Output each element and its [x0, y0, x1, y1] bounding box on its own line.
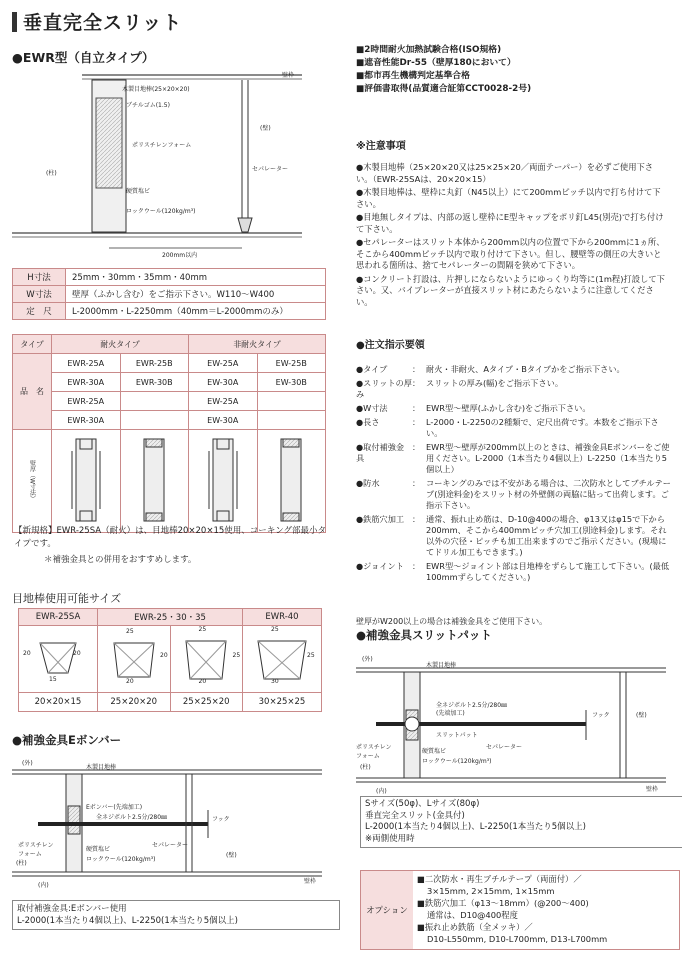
pad-out-label: (外)	[362, 656, 373, 663]
cert-item: ■遮音性能Dr-55（壁厚180において）	[356, 58, 516, 68]
spec-key: H寸法	[13, 269, 66, 286]
size-caption: 30×25×25	[243, 693, 322, 712]
pad-hard-label: 硬質塩ビ	[422, 748, 447, 755]
option-line: 3×15mm, 2×15mm, 1×15mm	[427, 886, 555, 896]
spec-value: 25mm・30mm・35mm・40mm	[66, 269, 326, 286]
size-header: EWR-25SA	[19, 609, 98, 626]
section-cell	[189, 430, 258, 533]
order-item: ●タイプ ： 耐火・非耐火、Aタイプ・Bタイプかをご指示下さい。	[356, 364, 672, 375]
bomber-pillar-label: (柱)	[16, 860, 27, 867]
new-model-note: 【新規格】EWR-25SA（耐火）は、目地棒20×20×15使用、コーキング部最小タイプです。	[14, 526, 327, 549]
ewr-diagram	[12, 68, 312, 268]
sizes-heading: 目地棒使用可能サイズ	[12, 592, 122, 605]
sizes-table	[18, 608, 322, 712]
type-cell: EW-25B	[257, 354, 326, 373]
order-value: スリットの厚み(幅)をご指示下さい。	[426, 378, 564, 388]
pad-hook-label: フック	[592, 712, 610, 719]
spec-value: 壁厚（ふかし含む）をご指示下さい。W110～W400	[66, 286, 326, 303]
order-value: EWR型～壁厚が200mm以上のときは、補強金具Eボンバーをご使用ください。L-2000（1本当たり4個以上）L-2250（1本当たり5個以上）	[426, 442, 670, 474]
table-row	[13, 392, 326, 411]
size-label: 30	[271, 678, 279, 685]
size-label: 25	[126, 628, 134, 635]
pad-info-line: 垂直完全スリット(金具付)	[365, 810, 465, 821]
table-row	[13, 269, 326, 286]
size-label: 15	[49, 676, 57, 683]
cert-item: ■評価書取得(品質適合証第CCT0028-2号)	[356, 84, 532, 94]
option-line: ■鉄筋穴加工（φ13～18mm）(@200～400)	[417, 898, 589, 908]
type-cell: EWR-30A	[52, 411, 121, 430]
cert-item: ■2時間耐火加熱試験合格(ISO規格)	[356, 45, 502, 55]
option-line: ■振れ止め鉄筋（全メッキ）／	[417, 922, 533, 932]
option-line: D10-L550mm, D10-L700mm, D13-L700mm	[427, 934, 608, 944]
bomber-info-line: L-2000(1本当たり4個以上)、L-2250(1本当たり5個以上)	[17, 916, 238, 926]
foam-label: ポリスチレンフォーム	[132, 142, 192, 149]
page-title: 垂直完全スリット	[12, 8, 182, 35]
pad-slit-label: スリットパット	[436, 732, 478, 739]
option-line: 通常は、D10@400程度	[427, 910, 518, 920]
cert-item: ■都市再生機構判定基準合格	[356, 71, 470, 81]
caution-list	[356, 162, 668, 310]
pad-heading: ●補強金具スリットパット	[356, 628, 492, 642]
section-a-svg	[66, 435, 106, 525]
bomber-bolt-label: 全ネジボルト2.5分/280㎜	[96, 814, 168, 821]
spec-table	[12, 268, 326, 320]
type-cell	[120, 392, 189, 411]
bomber-joint-label: 木製目地棒	[86, 764, 117, 771]
bomber-wool-label: ロックウール(120kg/m³)	[86, 856, 156, 863]
pad-info-box	[360, 796, 682, 848]
pad-bolt-label: 全ネジボルト2.5分/280㎜	[436, 702, 508, 709]
new-model-sub: ＊補強金具との併用をおすすめします。	[44, 555, 197, 565]
fire-header: 耐火タイプ	[52, 335, 189, 354]
bomber-diagram	[12, 754, 330, 899]
type-cell: EW-25A	[189, 354, 258, 373]
pad-in-label: (内)	[376, 788, 387, 795]
order-key: ●鉄筋穴加工	[356, 514, 405, 524]
size-shape-svg	[250, 633, 314, 683]
size-caption: 25×25×20	[170, 693, 243, 712]
wall-label: (壁)	[260, 125, 271, 132]
type-cell	[257, 392, 326, 411]
pad-frame-label: 壁枠	[646, 786, 659, 793]
order-value: EWR型～ジョイント部は目地棒をずらして施工して下さい。(最低100mmずらしてください。)	[426, 561, 670, 582]
bomber-hard-label: 硬質塩ビ	[86, 846, 111, 853]
bomber-foam-label: ポリスチレンフォーム	[18, 842, 54, 858]
table-row	[13, 430, 326, 533]
pad-wool-label: ロックウール(120kg/m³)	[422, 758, 492, 765]
bomber-e-label: Eボンバー(先端加工)	[86, 804, 143, 811]
type-cell: EWR-30B	[120, 373, 189, 392]
option-line: ■二次防水・再生ブチルテープ（両面付）／	[417, 874, 582, 884]
ewr-heading: ●EWR型（自立タイプ）	[12, 50, 155, 65]
table-row	[13, 354, 326, 373]
beam-label: 壁枠	[282, 72, 295, 79]
size-cell	[170, 626, 243, 693]
pad-note: 壁厚がW200以上の場合は補強金具をご使用下さい。	[356, 617, 548, 626]
size-label: 20	[73, 650, 81, 657]
dim-label: 壁厚（W寸法）	[28, 460, 36, 502]
order-key: ●ジョイント	[356, 561, 404, 571]
order-key: ●防水	[356, 478, 380, 488]
type-cell	[257, 411, 326, 430]
type-cell: EW-30A	[189, 373, 258, 392]
table-row	[13, 286, 326, 303]
table-row	[19, 609, 322, 626]
size-label: 20	[198, 678, 207, 685]
order-item: ●W寸法 ： EWR型～壁厚(ふかし含む)をご指示下さい。	[356, 403, 672, 414]
separator-label: セパレーター	[252, 166, 289, 173]
cert-list	[356, 44, 676, 96]
type-cell: EWR-30A	[52, 373, 121, 392]
type-cell: EWR-25B	[120, 354, 189, 373]
order-key: ●スリットの厚み	[356, 378, 412, 399]
joint-label: 木製目地棒(25×20×20)	[122, 86, 190, 93]
title-bar	[12, 12, 17, 32]
order-item: ●鉄筋穴加工 ： 通常、振れ止め筋は、D-10@400の場合、φ13又はφ15で下から200mm、そこから400mmピッチ穴加工(別途料金)します。それ以外の穴径・ピッチも加工出来ますのでご指示ください。(現場にてドリル加工もできます。)	[356, 514, 672, 558]
table-row	[13, 335, 326, 354]
bomber-wall-label: (壁)	[226, 852, 237, 859]
pad-info-line: Sサイズ(50φ)、Lサイズ(80φ)	[365, 799, 480, 809]
pad-info-line: L-2000(1本当たり4個以上)、L-2250(1本当たり5個以上)	[365, 822, 586, 832]
caution-item: ●目地無しタイプは、内部の返し壁枠にE型キャップをポリ釘L45(別売)で打ち付けて下さい。	[356, 212, 664, 234]
pad-sep-label: セパレーター	[486, 744, 523, 751]
size-label: 20	[160, 652, 168, 659]
table-row	[13, 303, 326, 320]
order-list	[356, 364, 672, 586]
pad-info-line: ※両側使用時	[365, 833, 415, 844]
bomber-info-box	[12, 900, 340, 930]
type-cell: EW-25A	[189, 392, 258, 411]
section-c-svg	[203, 435, 243, 525]
size-label: 20	[23, 650, 31, 657]
option-box	[360, 870, 680, 950]
caution-item: ●コンクリート打設は、片押しにならないようにゆっくり均等に(1m程)打設して下さい。又、バイブレーターが直接スリット材にあたらないように注意してください。	[356, 273, 665, 307]
bomber-heading: ●補強金具Eボンバー	[12, 733, 122, 747]
caution-item: ●木製目地棒（25×20×20又は25×25×20／両面テーパー）を必ずご使用下さい。（EWR-25SAは、20×20×15）	[356, 162, 654, 184]
type-cell: EW-30A	[189, 411, 258, 430]
butyl-label: ブチルゴム(1.5)	[126, 102, 170, 109]
pad-bolt2-label: (先端加工)	[436, 710, 465, 717]
type-cell: EWR-25A	[52, 392, 121, 411]
table-row	[19, 626, 322, 693]
size-caption: 20×20×15	[19, 693, 98, 712]
bomber-frame-label: 壁枠	[304, 878, 317, 885]
table-row	[13, 373, 326, 392]
section-b-svg	[134, 435, 174, 525]
nonfire-header: 非耐火タイプ	[189, 335, 326, 354]
pad-joint-label: 木製目地棒	[426, 662, 457, 669]
name-header: 品 名	[13, 354, 52, 430]
bomber-sep-label: セパレーター	[152, 842, 189, 849]
spec-key: 定 尺	[13, 303, 66, 320]
bomber-diagram-svg	[12, 754, 330, 899]
size-label: 25	[232, 652, 241, 659]
bomber-hook-label: フック	[212, 816, 230, 823]
size-shape-svg	[28, 633, 88, 683]
section-cell	[257, 430, 326, 533]
order-item: ●ジョイント ： EWR型～ジョイント部は目地棒をずらして施工して下さい。(最低100mmずらしてください。)	[356, 561, 672, 583]
bomber-info-line: 取付補強金具:Eボンバー使用	[17, 904, 127, 914]
order-item: ●スリットの厚み ： スリットの厚み(幅)をご指示下さい。	[356, 378, 672, 400]
pad-diagram-svg	[356, 650, 672, 800]
order-value: 耐火・非耐火、Aタイプ・Bタイプかをご指示下さい。	[426, 364, 625, 374]
size-cell	[243, 626, 322, 693]
bomber-out-label: (外)	[22, 760, 33, 767]
type-table	[12, 334, 326, 533]
order-value: 通常、振れ止め筋は、D-10@400の場合、φ13又はφ15で下から200mm、そこから400mmピッチ穴加工(別途料金)します。それ以外の穴径・ピッチも加工出来ますのでご指示ください。(現場にてドリル加工もできます。)	[426, 514, 667, 557]
table-row	[19, 693, 322, 712]
order-item: ●長さ ： L-2000・L-2250の2種類で、定尺出荷です。本数をご指示下さい。	[356, 417, 672, 439]
option-content	[413, 871, 679, 949]
size-caption: 25×20×20	[98, 693, 171, 712]
order-key: ●長さ	[356, 417, 380, 427]
order-item: ●取付補強金具 ： EWR型～壁厚が200mm以上のときは、補強金具Eボンバーをご使用ください。L-2000（1本当たり4個以上）L-2250（1本当たり5個以上）	[356, 442, 672, 475]
order-heading: ●注文指示要領	[356, 340, 425, 351]
size-label: 20	[126, 678, 134, 685]
bomber-in-label: (内)	[38, 882, 49, 889]
section-d-svg	[271, 435, 311, 525]
caution-item: ●木製目地棒は、壁枠に丸釘（N45以上）にて200mmピッチ以内で打ち付けて下さい。	[356, 187, 661, 209]
order-value: L-2000・L-2250の2種類で、定尺出荷です。本数をご指示下さい。	[426, 417, 659, 438]
order-key: ●タイプ	[356, 364, 388, 374]
size-cell	[19, 626, 98, 693]
pad-pillar-label: (柱)	[360, 764, 371, 771]
pad-wall-label: (壁)	[636, 712, 647, 719]
pillar-label: (柱)	[46, 170, 57, 177]
order-key: ●W寸法	[356, 403, 388, 413]
type-header: タイプ	[13, 335, 52, 354]
size-header: EWR-25・30・35	[98, 609, 243, 626]
dim-label: 200mm以内	[162, 252, 198, 259]
table-row	[13, 411, 326, 430]
section-cell	[52, 430, 121, 533]
section-cell	[120, 430, 189, 533]
spec-value: L-2000mm・L-2250mm（40mm＝L-2000mmのみ）	[66, 303, 326, 320]
option-label: オプション	[361, 871, 413, 949]
size-cell	[98, 626, 171, 693]
pad-foam-label: ポリスチレンフォーム	[356, 744, 392, 760]
type-cell: EWR-25A	[52, 354, 121, 373]
order-item: ●防水 ： コーキングのみでは不安がある場合は、二次防水としてブチルテープ(別途料金)をスリット材の外壁側の両脇に貼って出荷します。ご指示下さい。	[356, 478, 671, 510]
size-label: 25	[198, 626, 207, 633]
pad-diagram	[356, 650, 672, 800]
order-key: ●取付補強金具	[356, 442, 405, 463]
caution-heading: ※注意事項	[356, 141, 406, 152]
type-cell: EW-30B	[257, 373, 326, 392]
size-shape-svg	[104, 633, 164, 683]
size-label: 25	[307, 652, 315, 659]
type-cell	[120, 411, 189, 430]
wool-label: ロックウール(120kg/m³)	[126, 208, 196, 215]
size-label: 25	[271, 626, 279, 633]
spec-key: W寸法	[13, 286, 66, 303]
hard-label: 硬質塩ビ	[126, 188, 151, 195]
size-header: EWR-40	[243, 609, 322, 626]
size-shape-svg	[176, 633, 236, 683]
order-value: EWR型～壁厚(ふかし含む)をご指示下さい。	[426, 403, 591, 413]
order-value: コーキングのみでは不安がある場合は、二次防水としてブチルテープ(別途料金)をスリット材の外壁側の両脇に貼って出荷します。ご指示下さい。	[426, 478, 671, 510]
caution-item: ●セパレーターはスリット本体から200mm以内の位置で下から200mmに1ヵ所、そこから400mmピッチ以内で取り付けて下さい。但し、腰壁等の側圧の大きいと思われる箇所は、捨てセパレーターの間隔を狭めて下さい。	[356, 237, 665, 270]
dim-cell	[13, 430, 52, 533]
